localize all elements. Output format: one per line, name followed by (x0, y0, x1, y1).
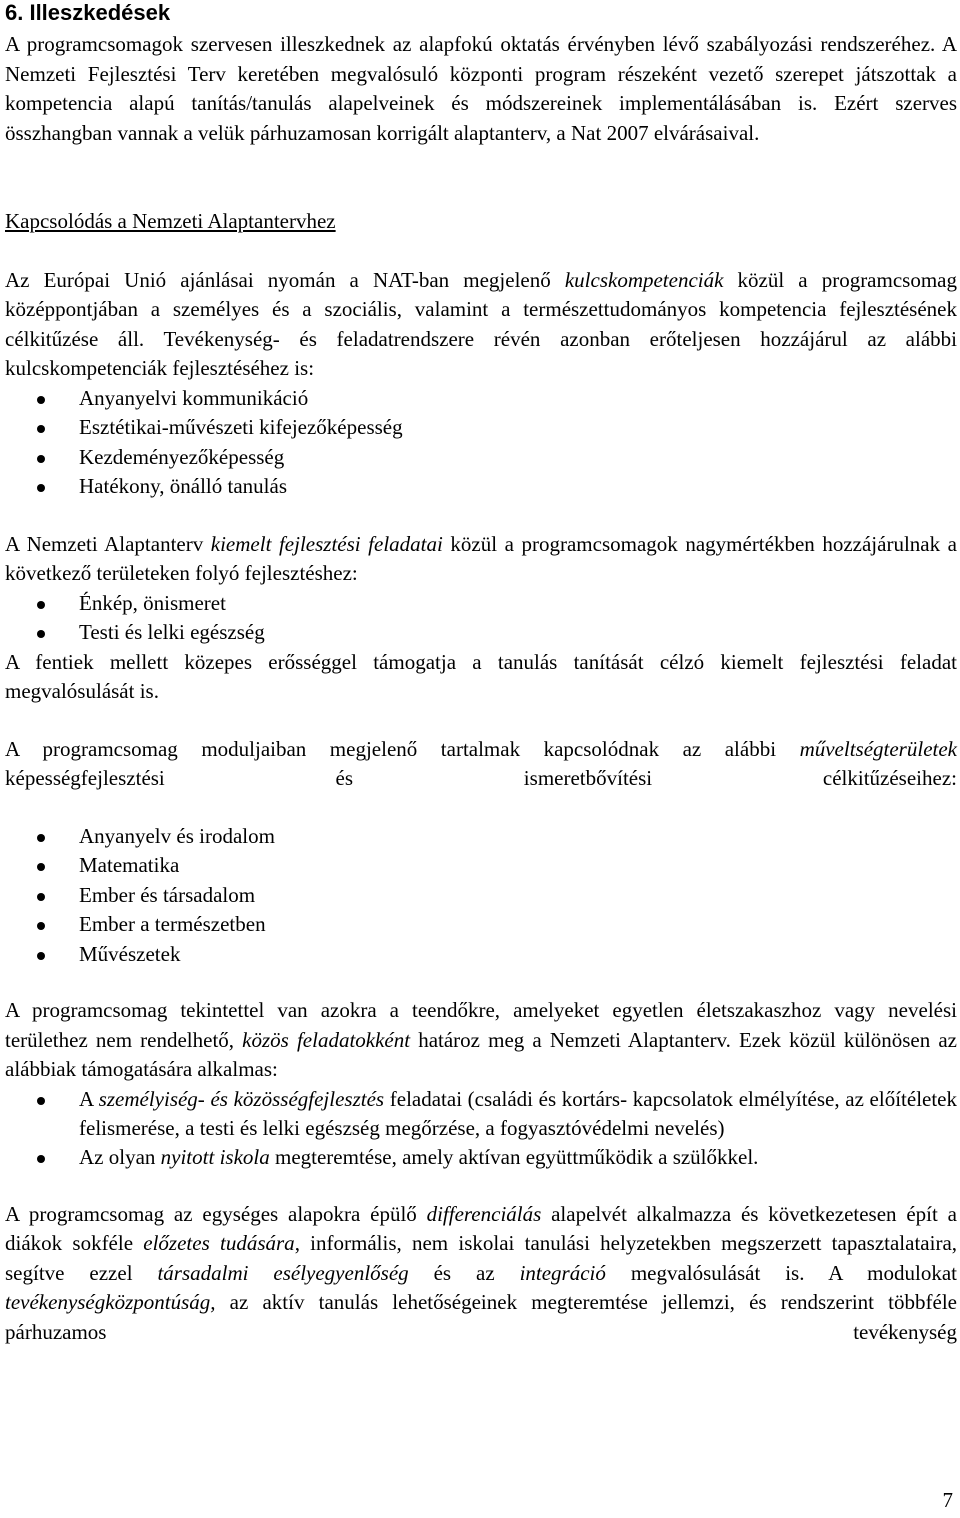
emphasis-kiemelt-feladatok: kiemelt fejlesztési feladatai (210, 531, 443, 556)
list-item: Énkép, önismeret (5, 589, 957, 619)
text-run: Az Európai Unió ajánlásai nyomán a NAT-ban megjelenő (5, 267, 565, 292)
list-item: Ember és társadalom (5, 881, 957, 911)
modules-paragraph (5, 735, 957, 794)
page-number: 7 (942, 1488, 953, 1512)
list-item: Művészetek (5, 940, 957, 970)
subheading-nat: Kapcsolódás a Nemzeti Alaptantervhez (5, 209, 336, 233)
text-run: alapelvét alkalmazza és következetesen épít a diákok sokféle (5, 1201, 957, 1255)
text-run: az aktív tanulás lehetőségeinek megteremtése jellemzi, és rendszerint többféle párhuzamos tevékenység (5, 1290, 957, 1344)
list-item (5, 1085, 957, 1143)
emphasis-eselyegyenloseg: társadalmi esélyegyenlőség (157, 1260, 409, 1285)
text-run: közül a programcsomagok nagymértékben hozzájárulnak a következő területeken folyó fejlesztéshez: (5, 531, 957, 585)
emphasis-muveltsegteruletek: műveltségterületek (799, 736, 957, 761)
list-item: Hatékony, önálló tanulás (5, 472, 957, 502)
focus-areas-list (5, 589, 957, 648)
list-item: Anyanyelvi kommunikáció (5, 384, 957, 414)
text-run: és az (408, 1260, 520, 1285)
common-tasks-paragraph (5, 996, 957, 1085)
text-run: megteremtése, amely aktívan együttműködik a szülőkkel. (269, 1144, 759, 1169)
text-run: képességfejlesztési és ismeretbővítési célkitűzéseihez: (5, 766, 957, 790)
key-competences-list (5, 384, 957, 502)
text-run: A Nemzeti Alaptanterv (5, 531, 211, 556)
curriculum-areas-list (5, 822, 957, 970)
emphasis-elozetes-tudas: előzetes tudására (143, 1231, 295, 1255)
text-run: megvalósulását is. A modulokat (605, 1260, 957, 1285)
final-paragraph (5, 1200, 957, 1348)
text-run: feladatai (családi és kortárs- kapcsolatok elmélyítése, az előítéletek felismerése, a testi és lelki egészség megőrzése, a fogyasztóvédelmi nevelés) (79, 1086, 957, 1140)
emphasis-nyitott-iskola: nyitott iskola (160, 1144, 270, 1169)
text-run: közül a programcsomag középpontjában a személyes és a szociális, valamint a természettudományos kompetencia fejlesztésének célkitűzése áll. Tevékenység- és feladatrendszere révén azonban erőteljesen hozzájárul az alábbi kulcskompetenciák fejlesztéséhez is: (5, 267, 957, 380)
text-run: , informális, nem iskolai tanulási helyzetekben megszerzett tapasztalataira, segítve ezzel (5, 1231, 958, 1285)
emphasis-szemelyiseg: személyiség- és közösségfejlesztés (98, 1086, 385, 1111)
emphasis-tevekenysegkozpontusag: tevékenységközpontúság, (5, 1290, 216, 1314)
emphasis-kulcskompetenciak: kulcskompetenciák (564, 267, 724, 292)
text-run: A programcsomag moduljaiban megjelenő tartalmak kapcsolódnak az alábbi (5, 736, 800, 761)
list-item: Anyanyelv és irodalom (5, 822, 957, 852)
emphasis-kozos-feladatok: közös feladatokként (242, 1027, 411, 1052)
intro-paragraph (5, 30, 957, 148)
emphasis-differencialas: differenciálás (426, 1201, 542, 1226)
list-item: Matematika (5, 851, 957, 881)
section-heading: 6. Illeszkedések (5, 0, 171, 25)
document-page (5, 0, 957, 1347)
list-item: Esztétikai-művészeti kifejezőképesség (5, 413, 957, 443)
list-item: Testi és lelki egészség (5, 618, 957, 648)
text-run: határoz meg a Nemzeti Alaptanterv. Ezek közül különösen az alábbiak támogatására alkalmas: (5, 1027, 957, 1081)
intro-sentence-2: Ezért szerves összhangban vannak a velük párhuzamosan korrigált alaptanterv, a Nat 2007 elvárásaival. (5, 91, 957, 145)
text-run: Az olyan (79, 1144, 161, 1169)
text-run: A programcsomag tekintettel van azokra a teendőkre, amelyeket egyetlen életszakaszhoz vagy nevelési területhez nem rendelhető, (5, 998, 957, 1052)
list-item: Kezdeményezőképesség (5, 443, 957, 473)
text-run: A programcsomag az egységes alapokra épülő (5, 1201, 427, 1226)
nat-paragraph-1 (5, 266, 957, 384)
text-run: A (79, 1086, 99, 1111)
common-tasks-list (5, 1085, 957, 1172)
list-item (5, 1143, 957, 1172)
list-item: Ember a természetben (5, 910, 957, 940)
intro-sentence-1: A programcsomagok szervesen illeszkednek az alapfokú oktatás érvényben lévő szabályozási rendszeréhez. A Nemzeti Fejlesztési Terv keretében megvalósuló központi program részeként vezető szerepet játszottak a kompetencia alapú tanítás/tanulás alapelveinek és módszereinek implementálásában is. (5, 32, 957, 115)
nat-paragraph-2 (5, 530, 957, 589)
emphasis-integracio: integráció (519, 1260, 606, 1285)
nat-paragraph-3: A fentiek mellett közepes erősséggel támogatja a tanulás tanítását célzó kiemelt fejlesztési feladat megvalósulását is. (5, 649, 957, 703)
